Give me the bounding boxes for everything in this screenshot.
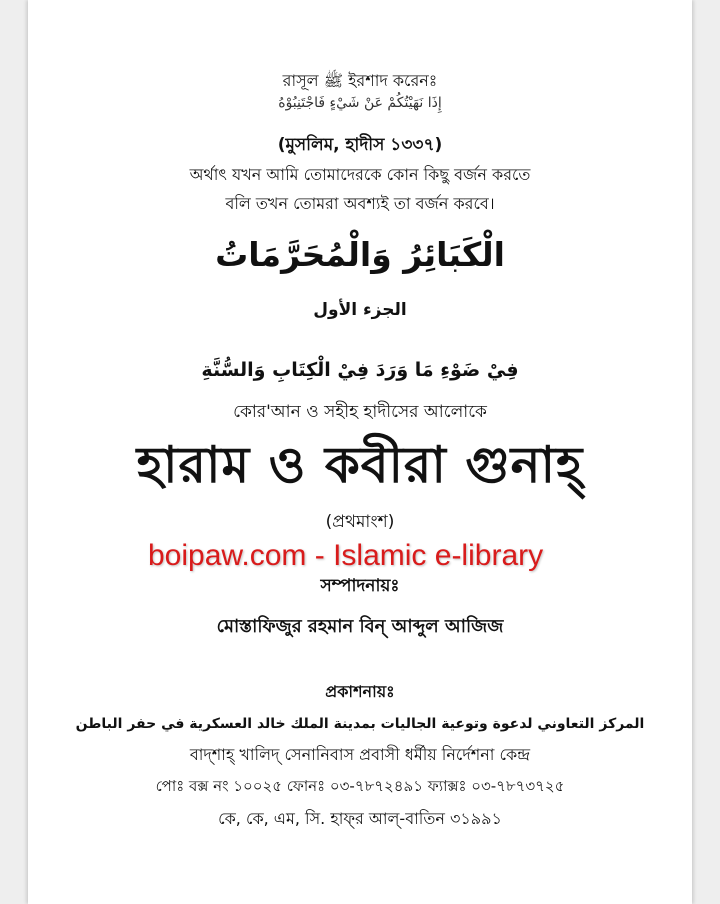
- editor-name: মোস্তাফিজুর রহমান বিন্ আব্দুল আজিজ: [216, 616, 504, 637]
- publisher-arabic: المركز التعاوني لدعوة وتوعية الجاليات بمدينة الملك خالد العسكرية في حفر الباطن: [75, 716, 645, 732]
- arabic-part-label: الجزء الأول: [313, 300, 407, 320]
- part-label: (প্রথমাংশ): [325, 512, 395, 532]
- publisher-bengali: বাদ্শাহ্ খালিদ্ সেনানিবাস প্রবাসী ধর্মীয় নির্দেশনা কেন্দ্র: [189, 745, 531, 764]
- contact-info: পোঃ বক্স নং ১০০২৫ ফোনঃ ০৩-৭৮৭২৪৯১ ফ্যাক্সঃ ০৩-৭৮৭৩৭২৫: [155, 777, 565, 795]
- meaning-line-2: বলি তখন তোমরা অবশ্যই তা বর্জন করবে।: [225, 194, 495, 213]
- watermark-link[interactable]: boipaw.com - Islamic e-library: [148, 539, 544, 572]
- bengali-main-title: হারাম ও কবীরা গুনাহ্: [136, 436, 584, 494]
- hadith-reference: (মুসলিম, হাদীস ১৩৩৭): [277, 135, 443, 155]
- arabic-subtitle: فِيْ ضَوْءِ مَا وَرَدَ فِيْ الْكِتَابِ وَالسُّنَّةِ: [201, 359, 519, 381]
- bengali-subtitle: কোর'আন ও সহীহ হাদীসের আলোকে: [233, 402, 487, 422]
- editor-label: সম্পাদনায়ঃ: [320, 576, 400, 596]
- hadith-intro: রাসূল ﷺ ইরশাদ করেনঃ: [282, 71, 438, 90]
- meaning-line-1: অর্থাৎ যখন আমি তোমাদেরকে কোন কিছু বর্জন করতে: [189, 165, 531, 184]
- arabic-title: الْكَبَائِرُ وَالْمُحَرَّمَاتُ: [215, 235, 505, 274]
- publisher-label: প্রকাশনায়ঃ: [325, 682, 395, 701]
- hadith-arabic: إِذَا نَهَيْتُكُمْ عَنْ شَيْءٍ فَاجْتَنِبُوْهُ: [278, 95, 442, 111]
- address: কে, কে, এম, সি. হাফ্‌র আল্-বাতিন ৩১৯৯১: [218, 809, 502, 828]
- book-title-page: [28, 0, 692, 904]
